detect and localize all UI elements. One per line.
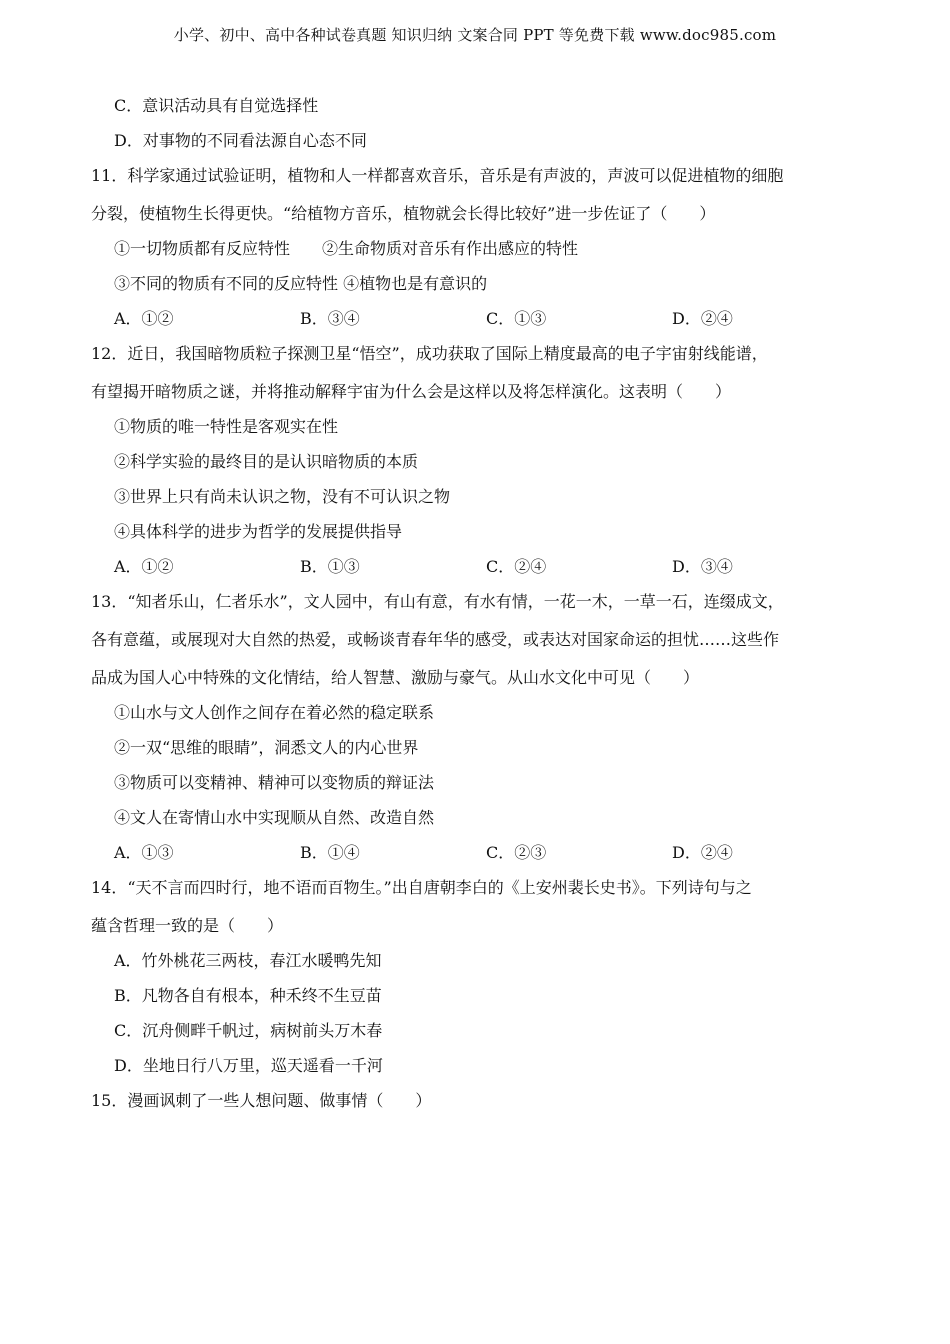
choice-a: A．①② [114, 557, 174, 576]
choice-b: B．①③ [300, 557, 360, 576]
statement: ③不同的物质有不同的反应特性 ④植物也是有意识的 [114, 274, 488, 293]
question-12 [91, 344, 861, 577]
answer-choices [91, 843, 861, 863]
statement: ①物质的唯一特性是客观实在性 [114, 417, 339, 436]
option-d: D．对事物的不同看法源自心态不同 [114, 131, 367, 150]
question-14 [91, 878, 861, 1076]
choice-d: D．②④ [672, 309, 733, 328]
choice-d: D．②④ [672, 843, 733, 862]
option-c: C．意识活动具有自觉选择性 [114, 96, 319, 115]
statement: ③物质可以变精神、精神可以变物质的辩证法 [114, 773, 435, 792]
statement: ①山水与文人创作之间存在着必然的稳定联系 [114, 703, 435, 722]
answer-choices [91, 309, 861, 329]
answer-choices [91, 557, 861, 577]
question-stem: 13．“知者乐山，仁者乐水”，文人园中，有山有意，有水有情，一花一木，一草一石，连缀成文， [91, 592, 784, 611]
choice-c: C．②④ [486, 557, 547, 576]
statement: ④文人在寄情山水中实现顺从自然、改造自然 [114, 808, 435, 827]
question-11 [91, 166, 861, 329]
question-10-tail [91, 96, 861, 151]
question-stem: 各有意蕴，或展现对大自然的热爱，或畅谈青春年华的感受，或表达对国家命运的担忧……这些作 [91, 630, 780, 649]
statement: ③世界上只有尚未认识之物，没有不可认识之物 [114, 487, 451, 506]
choice-b: B．③④ [300, 309, 360, 328]
question-stem: 有望揭开暗物质之谜，并将推动解释宇宙为什么会是这样以及将怎样演化。这表明（ ） [91, 382, 732, 401]
option-d: D．坐地日行八万里，巡天遥看一千河 [114, 1056, 383, 1075]
question-15 [91, 1091, 861, 1111]
question-stem: 分裂，使植物生长得更快。“给植物方音乐，植物就会长得比较好”进一步佐证了（ ） [91, 204, 716, 223]
choice-c: C．②③ [486, 843, 547, 862]
statement: ①一切物质都有反应特性 ②生命物质对音乐有作出感应的特性 [114, 239, 579, 258]
question-stem: 品成为国人心中特殊的文化情结，给人智慧、激励与豪气。从山水文化中可见（ ） [91, 668, 700, 687]
option-a: A．竹外桃花三两枝，春江水暖鸭先知 [114, 951, 382, 970]
exam-content [91, 96, 861, 1111]
choice-b: B．①④ [300, 843, 360, 862]
statement: ④具体科学的进步为哲学的发展提供指导 [114, 522, 403, 541]
choice-c: C．①③ [486, 309, 547, 328]
option-b: B．凡物各自有根本，种禾终不生豆苗 [114, 986, 382, 1005]
option-c: C．沉舟侧畔千帆过，病树前头万木春 [114, 1021, 383, 1040]
statement: ②科学实验的最终目的是认识暗物质的本质 [114, 452, 419, 471]
statement: ②一双“思维的眼睛”，洞悉文人的内心世界 [114, 738, 419, 757]
question-stem: 11．科学家通过试验证明，植物和人一样都喜欢音乐，音乐是有声波的，声波可以促进植物的细胞 [91, 166, 784, 185]
choice-d: D．③④ [672, 557, 733, 576]
choice-a: A．①③ [114, 843, 174, 862]
question-stem: 蕴含哲理一致的是（ ） [91, 916, 284, 935]
question-13 [91, 592, 861, 863]
page-header: 小学、初中、高中各种试卷真题 知识归纳 文案合同 PPT 等免费下载 www.doc985.com [173, 26, 777, 44]
question-stem: 12．近日，我国暗物质粒子探测卫星“悟空”，成功获取了国际上精度最高的电子宇宙射线能谱， [91, 344, 768, 363]
question-stem: 15．漫画讽刺了一些人想问题、做事情（ ） [91, 1091, 432, 1110]
question-stem: 14．“天不言而四时行，地不语而百物生。”出自唐朝李白的《上安州裴长史书》。下列诗句与之 [91, 878, 752, 897]
choice-a: A．①② [114, 309, 174, 328]
